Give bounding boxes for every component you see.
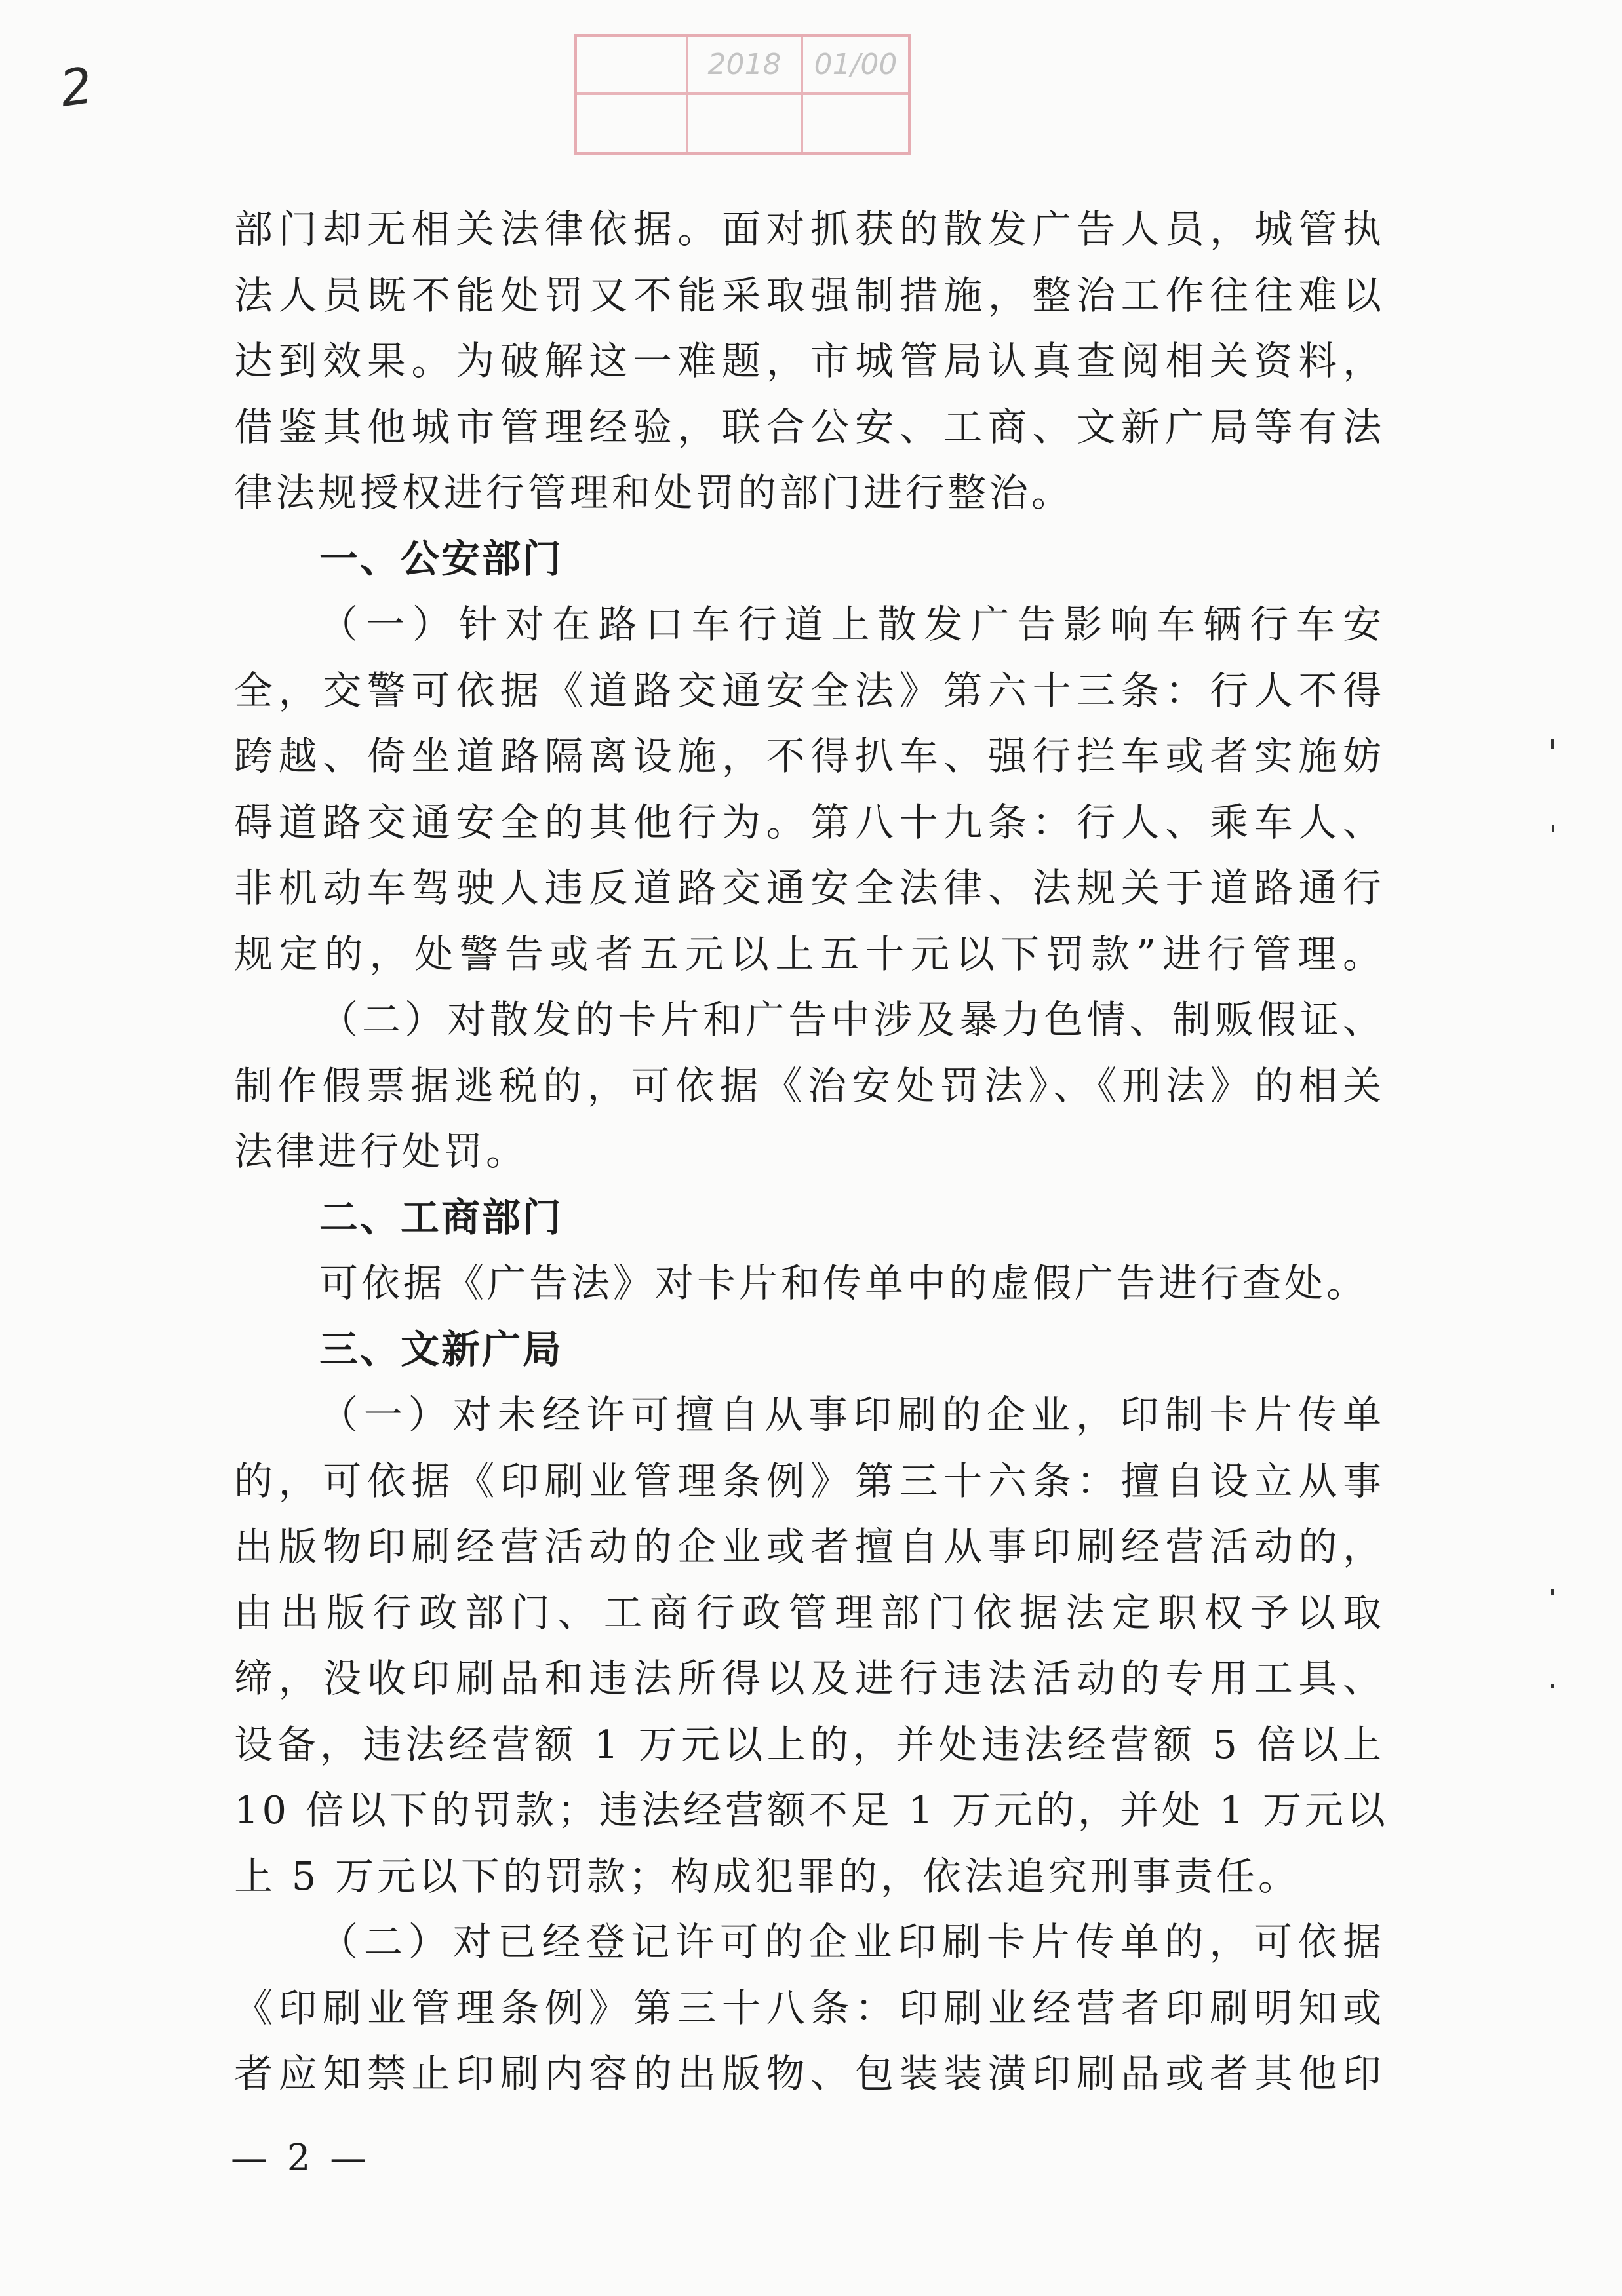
text-line: 设备，违法经营额 1 万元以上的，并处违法经营额 5 倍以上	[234, 1721, 1385, 1767]
text-line: 缔，没收印刷品和违法所得以及进行违法活动的专用工具、	[234, 1656, 1385, 1701]
text-line: 部门却无相关法律依据。面对抓获的散发广告人员，城管执	[234, 206, 1385, 252]
paragraph	[234, 1382, 1389, 1909]
section-heading: 二、工商部门	[319, 1194, 564, 1240]
text-line: （二）对散发的卡片和广告中涉及暴力色情、制贩假证、	[319, 997, 1385, 1042]
text-line: 的，可依据《印刷业管理条例》第三十六条：擅自设立从事	[234, 1458, 1385, 1504]
text-line: 出版物印刷经营活动的企业或者擅自从事印刷经营活动的，	[234, 1524, 1385, 1569]
section-heading: 三、文新广局	[319, 1326, 564, 1372]
section-heading: 一、公安部门	[319, 535, 564, 581]
text-line: 法律进行处罚。	[234, 1129, 528, 1174]
scan-artifact	[1552, 825, 1554, 832]
text-line: 碍道路交通安全的其他行为。第八十九条：行人、乘车人、	[234, 799, 1385, 845]
stamp-cell	[577, 95, 688, 153]
stamp-cell: 2018	[688, 37, 803, 95]
document-body	[234, 197, 1389, 2107]
text-line: 由出版行政部门、工商行政管理部门依据法定职权予以取	[234, 1589, 1385, 1635]
text-line: 者应知禁止印刷内容的出版物、包装装潢印刷品或者其他印	[234, 2051, 1385, 2096]
text-line: 跨越、倚坐道路隔离设施，不得扒车、强行拦车或者实施妨	[234, 733, 1385, 779]
stamp-cell	[803, 95, 908, 153]
stamp-cell	[688, 95, 803, 153]
paragraph	[234, 592, 1385, 987]
text-line: 律法规授权进行管理和处罚的部门进行整治。	[234, 470, 1074, 515]
text-line: 全，交警可依据《道路交通安全法》第六十三条：行人不得	[234, 667, 1385, 713]
stamp-cell	[577, 37, 688, 95]
paragraph	[234, 987, 1385, 1185]
scan-artifact	[1551, 1589, 1554, 1595]
stamp-cell: 01/00	[803, 37, 908, 95]
text-line: （二）对已经登记许可的企业印刷卡片传单的，可依据	[319, 1919, 1385, 1964]
scan-artifact	[1551, 739, 1554, 749]
paragraph	[234, 1251, 1385, 1317]
text-line: 借鉴其他城市管理经验，联合公安、工商、文新广局等有法	[234, 404, 1385, 450]
text-line: 规定的，处警告或者五元以上五十元以下罚款”进行管理。	[234, 931, 1385, 977]
page-number: — 2 —	[231, 2137, 371, 2179]
text-line: 达到效果。为破解这一难题，市城管局认真查阅相关资料，	[234, 338, 1385, 383]
text-line: （一）针对在路口车行道上散发广告影响车辆行车安	[319, 602, 1385, 647]
text-line: 法人员既不能处罚又不能采取强制措施，整治工作往往难以	[234, 272, 1385, 318]
handwritten-page-mark: 2	[56, 56, 96, 118]
receipt-stamp	[574, 34, 911, 155]
text-line: 上 5 万元以下的罚款；构成犯罪的，依法追究刑事责任。	[234, 1853, 1301, 1899]
text-line: 《印刷业管理条例》第三十八条：印刷业经营者印刷明知或	[234, 1985, 1385, 2031]
text-line: 可依据《广告法》对卡片和传单中的虚假广告进行查处。	[319, 1260, 1369, 1306]
scan-artifact	[1551, 1684, 1554, 1688]
text-line: 10 倍以下的罚款；违法经营额不足 1 万元的，并处 1 万元以	[234, 1787, 1389, 1833]
paragraph	[234, 1909, 1385, 2107]
paragraph	[234, 197, 1385, 526]
text-line: 非机动车驾驶人违反道路交通安全法律、法规关于道路通行	[234, 865, 1385, 910]
text-line: 制作假票据逃税的，可依据《治安处罚法》、《刑法》的相关	[234, 1062, 1385, 1108]
text-line: （一）对未经许可擅自从事印刷的企业，印制卡片传单	[319, 1392, 1385, 1437]
